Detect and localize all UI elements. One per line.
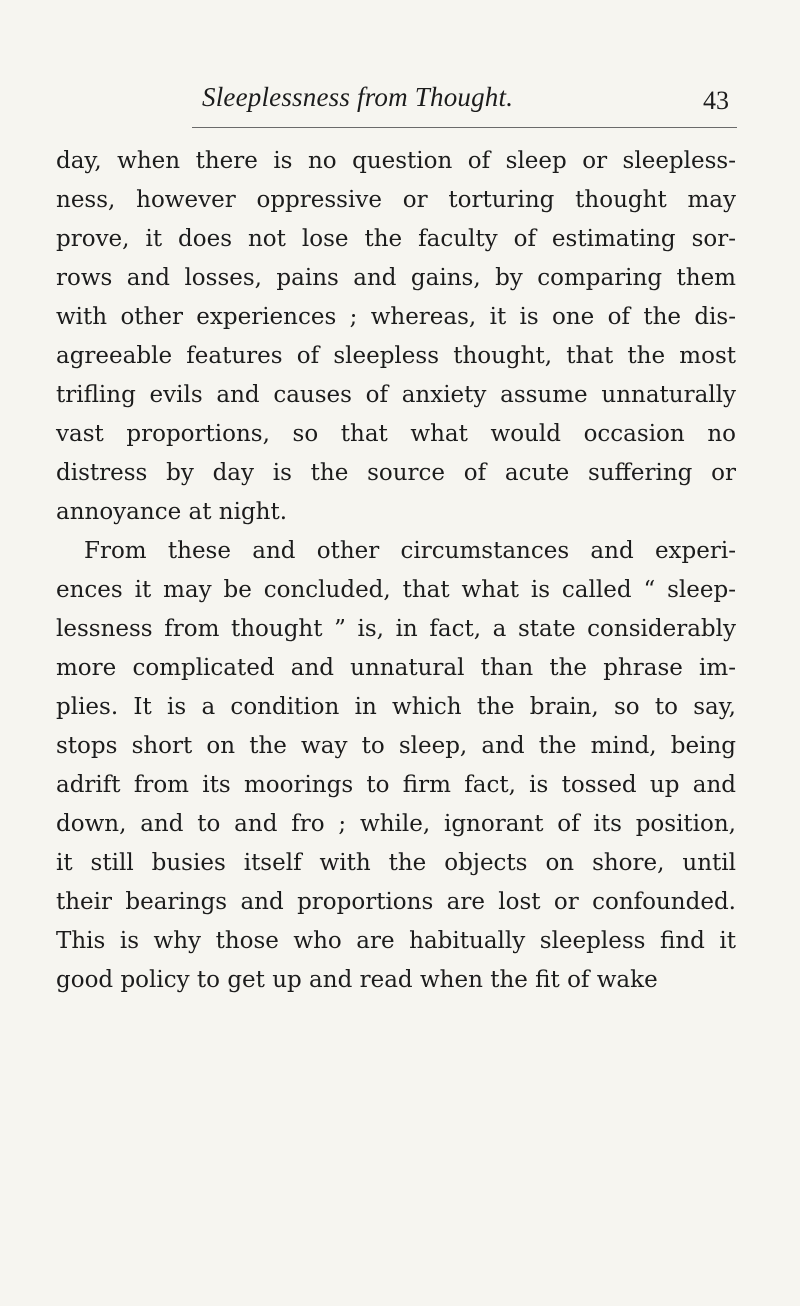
text-line: good policy to get up and read when the fit of wake bbox=[56, 967, 658, 993]
text-line: ness, however oppressive or torturing thought may bbox=[56, 187, 736, 213]
text-line: stops short on the way to sleep, and the mind, being bbox=[56, 733, 736, 759]
text-line: agreeable features of sleepless thought, that the most bbox=[56, 343, 736, 369]
header-rule bbox=[192, 127, 737, 128]
page-number: 43 bbox=[703, 86, 729, 115]
text-line: annoyance at night. bbox=[56, 499, 288, 525]
text-line: rows and losses, pains and gains, by comparing them bbox=[56, 265, 736, 291]
running-head bbox=[190, 82, 735, 118]
body-text bbox=[56, 142, 736, 1000]
text-line: with other experiences ; whereas, it is one of the dis- bbox=[56, 304, 736, 330]
text-line: prove, it does not lose the faculty of estimating sor- bbox=[56, 226, 736, 252]
text-line: day, when there is no question of sleep or sleepless- bbox=[56, 148, 736, 174]
text-line: it still busies itself with the objects on shore, until bbox=[56, 850, 736, 876]
text-line: This is why those who are habitually sleepless find it bbox=[56, 928, 736, 954]
text-line: distress by day is the source of acute suffering or bbox=[56, 460, 736, 486]
text-line: adrift from its moorings to firm fact, is tossed up and bbox=[56, 772, 736, 798]
text-line: lessness from thought ” is, in fact, a state considerably bbox=[56, 616, 736, 642]
text-line: plies. It is a condition in which the brain, so to say, bbox=[56, 694, 736, 720]
text-line: trifling evils and causes of anxiety assume unnaturally bbox=[56, 382, 736, 408]
text-line: vast proportions, so that what would occasion no bbox=[56, 421, 736, 447]
text-line: down, and to and fro ; while, ignorant of its position, bbox=[56, 811, 736, 837]
text-line: From these and other circumstances and experi- bbox=[84, 538, 736, 564]
running-title: Sleeplessness from Thought. bbox=[202, 82, 514, 112]
text-line: more complicated and unnatural than the phrase im- bbox=[56, 655, 736, 681]
text-line: their bearings and proportions are lost or confounded. bbox=[56, 889, 736, 915]
text-line: ences it may be concluded, that what is called “ sleep- bbox=[56, 577, 736, 603]
